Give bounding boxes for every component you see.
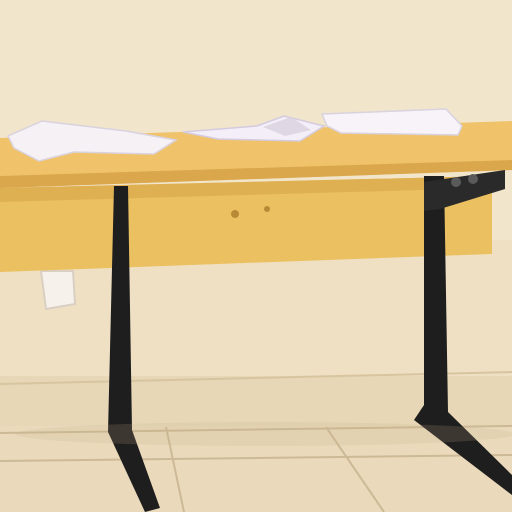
bracket-hole-1 bbox=[451, 177, 461, 187]
paper-right bbox=[322, 109, 462, 135]
floor-shadow bbox=[15, 422, 512, 446]
panel-screw-2 bbox=[264, 206, 270, 212]
panel-screw-1 bbox=[231, 210, 239, 218]
bracket-hole-2 bbox=[468, 174, 478, 184]
wall-outlet bbox=[41, 271, 75, 309]
